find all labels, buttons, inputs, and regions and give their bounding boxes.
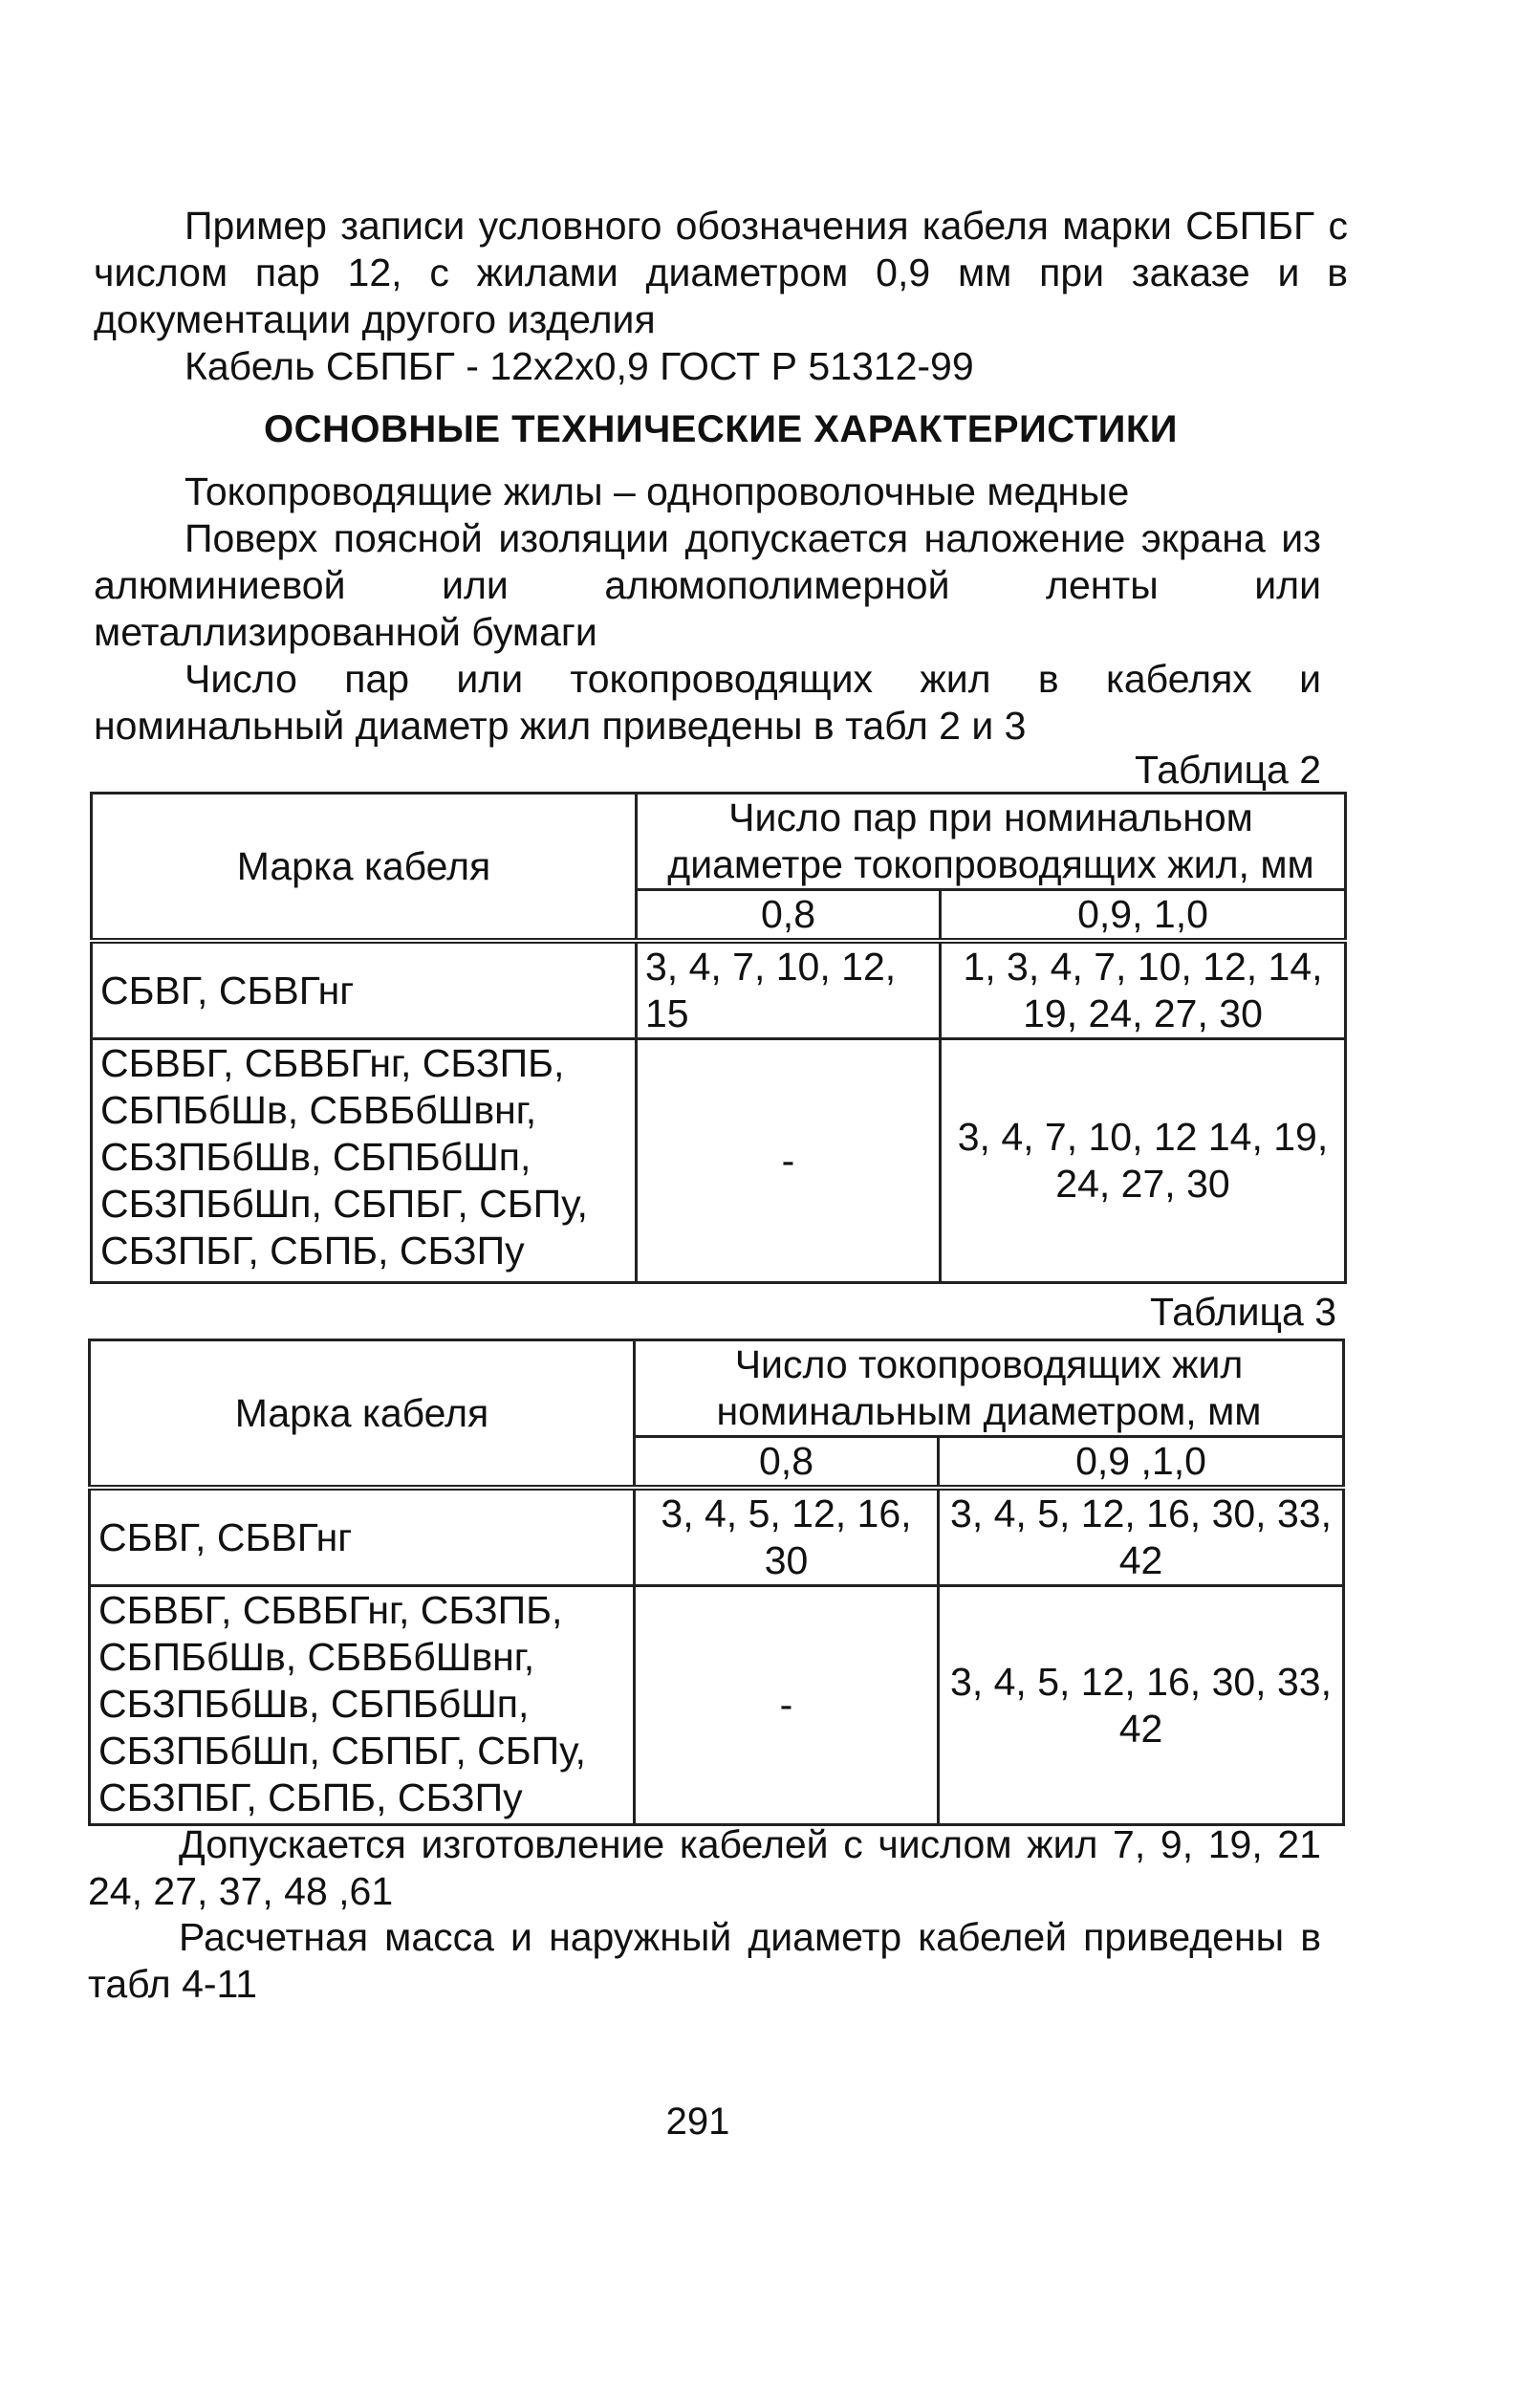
- table3-row1-0-8: 3, 4, 5, 12, 16, 30: [635, 1488, 939, 1586]
- table3-row2-0-8: -: [635, 1586, 939, 1825]
- table-3: [88, 1339, 1345, 1826]
- table-row: [92, 941, 1346, 1039]
- table3-subheader-0-9-1-0: 0,9 ,1,0: [939, 1437, 1344, 1489]
- paragraph-conductors: Токопроводящие жилы – однопроволочные медные: [184, 469, 1130, 513]
- table2-row1-brand: СБВГ, СБВГнг: [92, 941, 637, 1039]
- table-row: [92, 1039, 1346, 1283]
- table-2: [90, 792, 1347, 1284]
- paragraph-tables-reference: Число пар или токопроводящих жил в кабелях и номинальный диаметр жил приведены в табл 2 и 3: [94, 657, 1321, 748]
- table3-row2-brand: СБВБГ, СБВБГнг, СБЗПБ, СБПБбШв, СБВБбШвнг, СБЗПБбШв, СБПБбШп, СБЗПБбШп, СБПБГ, СБПу, СБЗПБГ, СБПБ, СБЗПу: [90, 1586, 635, 1825]
- table-row: [90, 1586, 1344, 1825]
- table3-row1-brand: СБВГ, СБВГнг: [90, 1488, 635, 1586]
- table3-header-group: Число токопроводящих жил номинальным диаметром, мм: [635, 1340, 1344, 1437]
- cable-designation-example: Кабель СБПБГ - 12х2х0,9 ГОСТ Р 51312-99: [184, 344, 974, 388]
- table3-caption: Таблица 3: [1150, 1290, 1336, 1334]
- table2-row1-0-8: 3, 4, 7, 10, 12, 15: [637, 941, 941, 1039]
- table2-subheader-0-9-1-0: 0,9, 1,0: [941, 890, 1346, 942]
- table3-row2-0-9-1-0: 3, 4, 5, 12, 16, 30, 33, 42: [939, 1586, 1344, 1825]
- table2-row2-brand: СБВБГ, СБВБГнг, СБЗПБ, СБПБбШв, СБВБбШвнг, СБЗПБбШв, СБПБбШп, СБЗПБбШп, СБПБГ, СБПу, СБЗПБГ, СБПБ, СБЗПу: [92, 1039, 637, 1283]
- table-row: [90, 1488, 1344, 1586]
- table3-header-brand: Марка кабеля: [90, 1340, 635, 1489]
- page-number: 291: [665, 2101, 730, 2143]
- table3-row1-0-9-1-0: 3, 4, 5, 12, 16, 30, 33, 42: [939, 1488, 1344, 1586]
- table2-row2-0-8: -: [637, 1039, 941, 1283]
- table2-subheader-0-8: 0,8: [637, 890, 941, 942]
- table2-caption: Таблица 2: [1135, 748, 1321, 792]
- table2-header-group: Число пар при номинальном диаметре токопроводящих жил, мм: [637, 794, 1346, 890]
- section-heading: ОСНОВНЫЕ ТЕХНИЧЕСКИЕ ХАРАКТЕРИСТИКИ: [263, 408, 1179, 450]
- table2-header-brand: Марка кабеля: [92, 794, 637, 942]
- intro-paragraph: Пример записи условного обозначения кабеля марки СБПБГ с числом пар 12, с жилами диаметром 0,9 мм при заказе и в документации другого изделия: [94, 204, 1348, 341]
- paragraph-allowed-cores: Допускается изготовление кабелей с числом жил 7, 9, 19, 21 24, 27, 37, 48 ,61: [88, 1822, 1321, 1913]
- table2-row2-0-9-1-0: 3, 4, 7, 10, 12 14, 19, 24, 27, 30: [941, 1039, 1346, 1283]
- table2-row1-0-9-1-0: 1, 3, 4, 7, 10, 12, 14, 19, 24, 27, 30: [941, 941, 1346, 1039]
- table3-subheader-0-8: 0,8: [635, 1437, 939, 1489]
- paragraph-screen: Поверх поясной изоляции допускается наложение экрана из алюминиевой или алюмополимерной ленты или металлизированной бумаги: [94, 516, 1321, 654]
- paragraph-mass-diameter: Расчетная масса и наружный диаметр кабелей приведены в табл 4-11: [88, 1915, 1321, 2006]
